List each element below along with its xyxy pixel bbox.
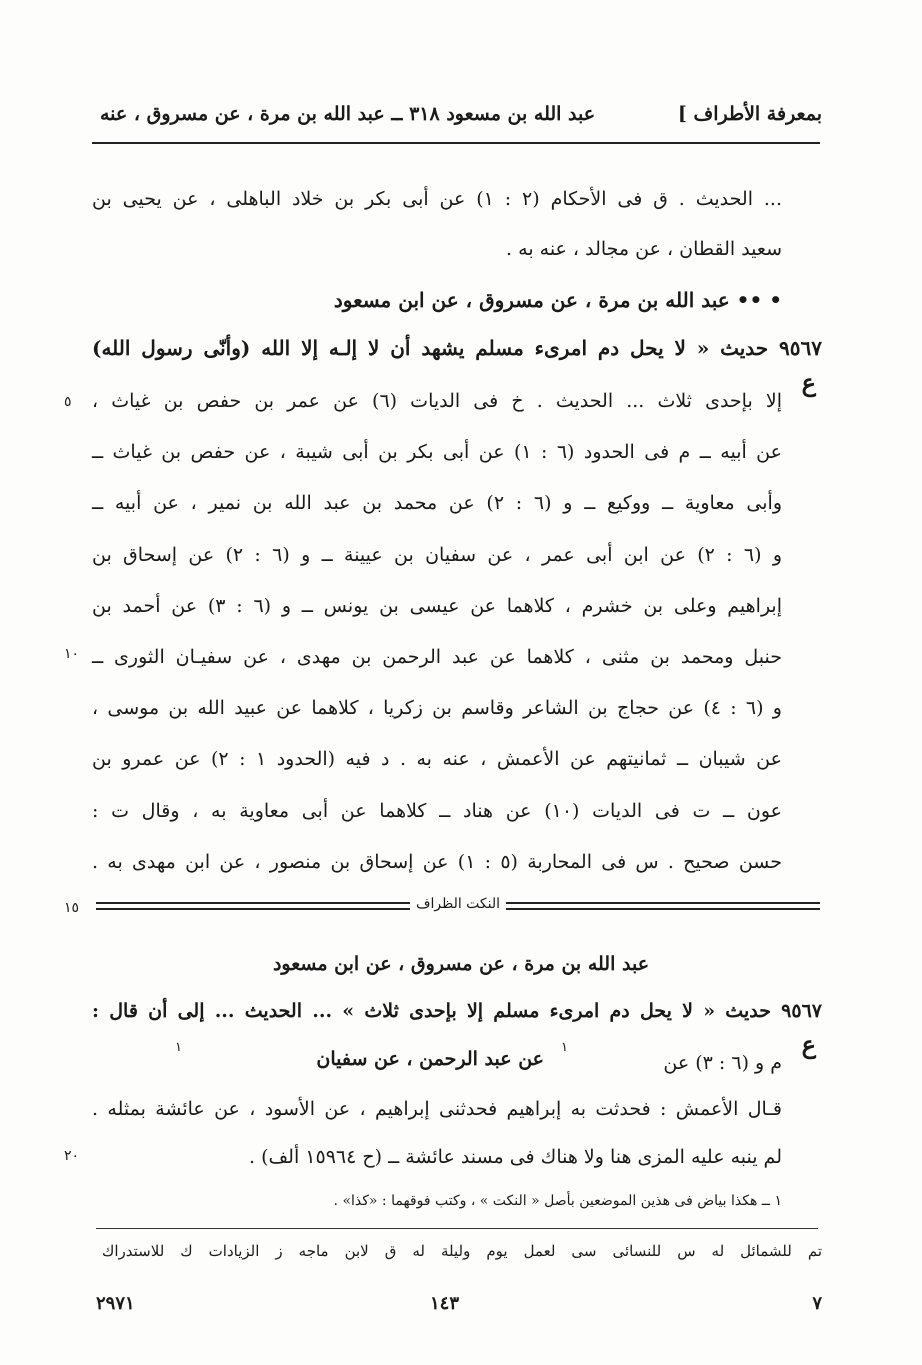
line-number: ١٥: [64, 900, 80, 916]
nukat-line: م و (٦ : ٣) عن: [663, 1052, 782, 1074]
text-line: ... الحديث . ق فى الأحكام (٢ : ١) عن أبى بكر بن خلاد الباهلى ، عن يحيى بن: [92, 188, 782, 210]
text-line: سعيد القطان ، عن مجالد ، عنه به .: [506, 238, 782, 260]
abbr-item: ز الزيادات: [208, 1242, 283, 1260]
section-divider: [96, 896, 820, 918]
paragraph-line: عن أبيه ــ م فى الحدود (٦ : ١) عن أبى بكر بن أبى شيبة ، عن حفص بن غياث ــ: [92, 441, 782, 463]
footnote: ١ ــ هكذا بياض فى هذين الموضعين بأصل « النكت » ، وكتب فوقهما : «كذا» .: [333, 1193, 782, 1209]
hadith-line: ٩٥٦٧ حديث « لا يحل دم امرىء مسلم يشهد أن لا إلـه إلا الله (وأنّى رسول الله): [92, 336, 822, 360]
page-number-left: ٢٩٧١: [96, 1293, 135, 1314]
footnote-rule: [96, 1228, 818, 1229]
nukat-line: قـال الأعمش : فحدثت به إبراهيم فحدثنى إبراهيم ، عن الأسود ، عن عائشة بمثله .: [92, 1098, 782, 1120]
paragraph-line: حسن صحيح . س فى المحاربة (٥ : ١) عن إسحاق بن منصور ، عن ابن مهدى به .: [92, 851, 782, 873]
paragraph-line: حنبل ومحمد بن مثنى ، كلاهما عن عبد الرحمن بن مهدى ، عن سفيـان الثورى ــ: [92, 646, 782, 668]
abbr-item: ك للاستدراك: [102, 1242, 193, 1260]
paragraph-line: و (٦ : ٢) عن ابن أبى عمر ، عن سفيان بن عيينة ــ و (٦ : ٢) عن إسحاق بن: [92, 544, 783, 566]
divider-label: النكت الظراف: [410, 896, 506, 912]
nukat-heading: عبد الله بن مرة ، عن مسروق ، عن ابن مسعود: [272, 953, 650, 975]
line-number: ٢٠: [64, 1148, 80, 1164]
ain-marker: ع: [801, 368, 816, 397]
abbr-item: تم للشمائل له: [711, 1242, 822, 1260]
page-number-center: ١٤٣: [430, 1293, 460, 1314]
header-title: بمعرفة الأطراف ]: [677, 103, 822, 125]
paragraph-line: عن شيبان ــ ثمانيتهم عن الأعمش ، عنه به . د فيه (الحدود ١ : ٢) عن عمرو بن: [92, 748, 782, 770]
footnote-ref: ١: [561, 1040, 568, 1055]
header-rule: [92, 142, 820, 144]
paragraph-line: و (٦ : ٤) عن حجاج بن الشاعر وقاسم بن زكريا ، كلاهما عن عبيد الله بن موسى ،: [92, 697, 782, 719]
abbr-item: س للنسائى: [612, 1242, 696, 1260]
abbr-item: ق لابن ماجه: [298, 1242, 397, 1260]
line-number: ٥: [64, 394, 72, 410]
footnote-ref: ١: [175, 1040, 182, 1055]
line-number: ١٠: [64, 646, 80, 662]
paragraph-line: إبراهيم وعلى بن خشرم ، كلاهما عن عيسى بن يونس ــ و (٦ : ٣) عن أحمد بن: [92, 595, 782, 617]
page-number-right: ٧: [812, 1293, 822, 1314]
paragraph-line: وأبى معاوية ــ ووكيع ــ و (٦ : ٢) عن محمد بن عبد الله بن نمير ، عن أبيه ــ: [92, 492, 782, 514]
header-subtitle: عبد الله بن مسعود ٣١٨ ــ عبد الله بن مرة ، عن مسروق ، عنه: [100, 103, 596, 125]
ain-marker: ع: [801, 1030, 816, 1059]
nukat-line: لم ينبه عليه المزى هنا ولا هناك فى مسند عائشة ــ (ح ١٥٩٦٤ ألف) .: [249, 1146, 782, 1168]
nukat-hadith-line: ٩٥٦٧ حديث « لا يحل دم امرىء مسلم إلا بإحدى ثلاث » ... الحديث ... إلى أن قال :: [92, 1000, 822, 1022]
section-heading: • •• عبد الله بن مرة ، عن مسروق ، عن ابن مسعود: [333, 288, 782, 312]
abbr-item: سى لعمل يوم وليلة له: [412, 1242, 597, 1260]
nukat-line: عن عبد الرحمن ، عن سفيان: [316, 1048, 544, 1070]
paragraph-line: إلا بإحدى ثلاث ... الحديث . خ فى الديات (٦) عن عمر بن حفص بن غياث ،: [92, 390, 782, 412]
abbreviations-legend: [102, 1242, 822, 1260]
paragraph-line: عون ــ ت فى الديات (١٠) عن هناد ــ كلاهما عن أبى معاوية به ، وقال ت :: [92, 800, 782, 822]
